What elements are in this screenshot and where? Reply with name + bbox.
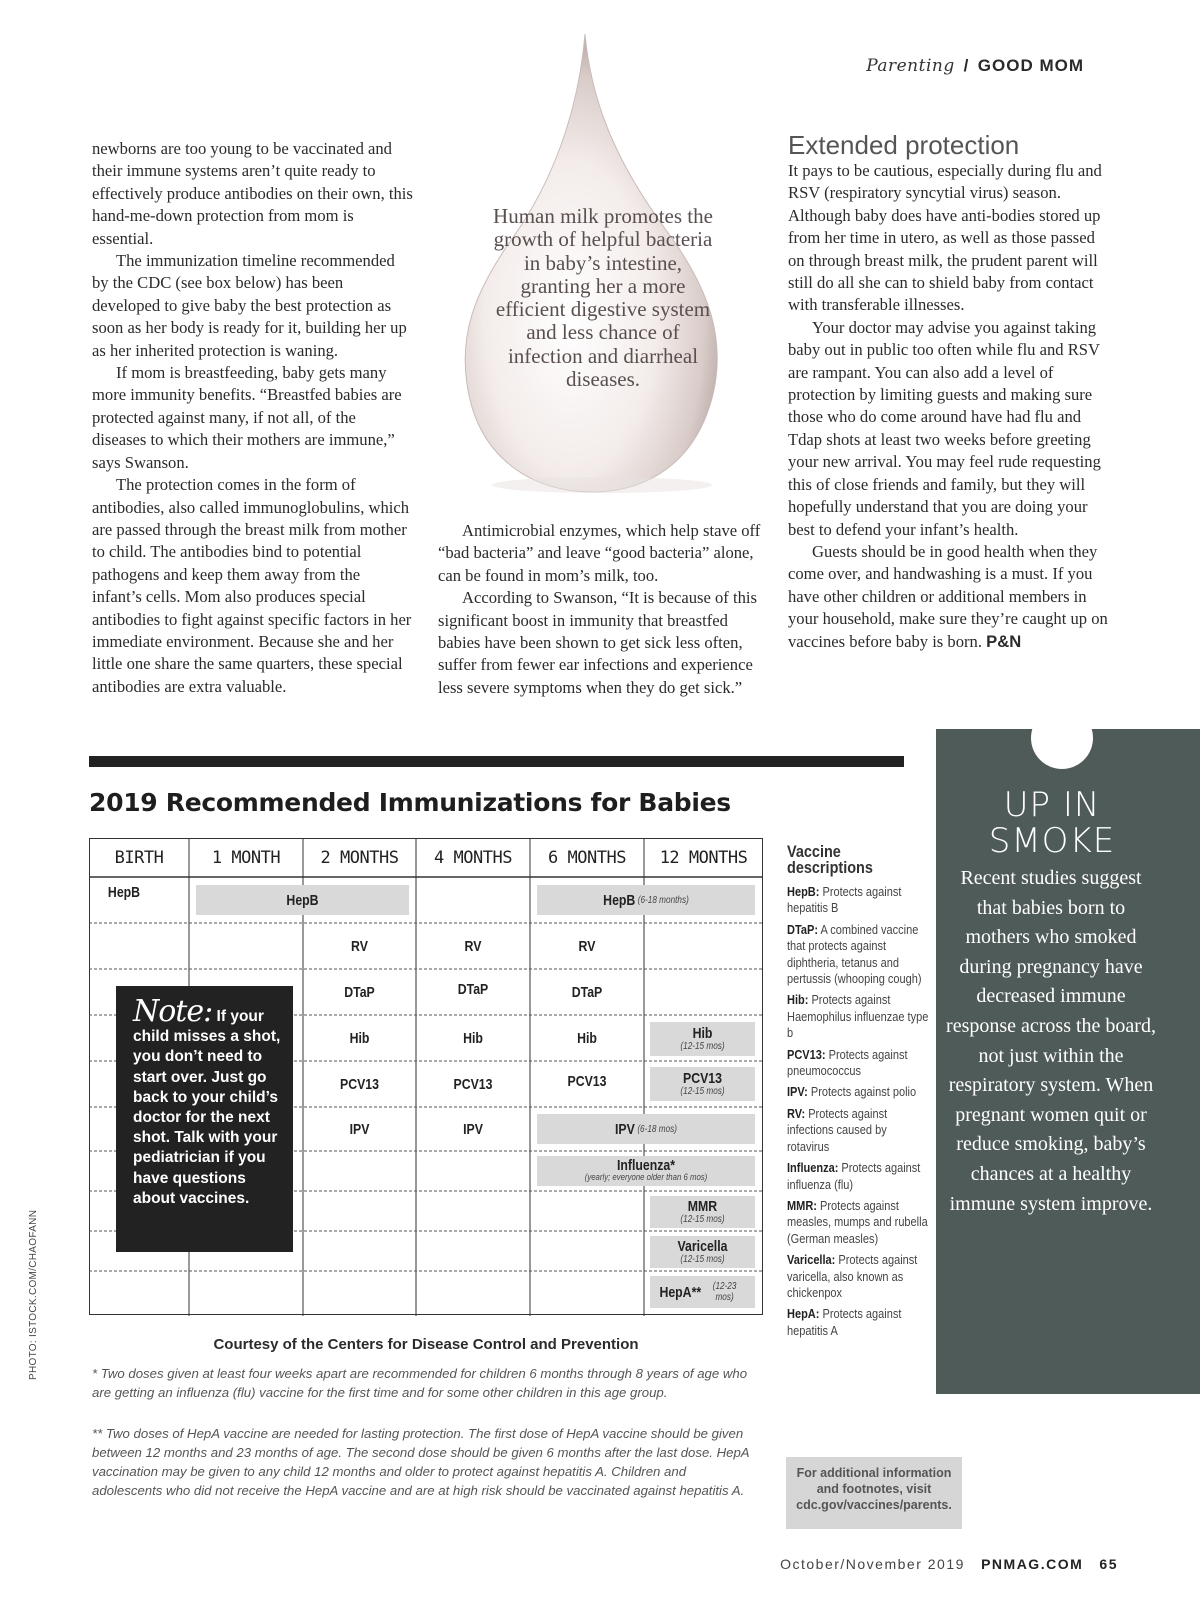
- mmr-label: MMR: [687, 1197, 718, 1215]
- sidebar-notch: [1031, 707, 1093, 769]
- influenza-label: Influenza*: [616, 1157, 676, 1174]
- cell-pcv13-2m: PCV13: [340, 1075, 379, 1093]
- vaccine-desc-dtap: [787, 922, 930, 988]
- vaccine-desc-mmr: [787, 1198, 930, 1247]
- header-slash: /: [963, 56, 969, 75]
- footnote-hepa: ** Two doses of HepA vaccine are needed for lasting protection. The first dose of HepA vaccine should be given between 12 months and 23 months of age. The second dose should be given 6 months after the last dose. HepA vaccination may be given to any child 12 months and older to protect against hepatitis A. Children and adolescents who did not receive the HepA vaccine and are at high risk should be vaccinated against hepatitis A.: [92, 1426, 750, 1498]
- hib-range: (12-15 mos): [680, 1040, 725, 1052]
- vaccine-name: Varicella:: [787, 1252, 836, 1268]
- cell-hib-4m: Hib: [463, 1029, 483, 1047]
- cell-pcv13-4m: PCV13: [453, 1075, 493, 1093]
- vaccine-descriptions-title: Vaccine descriptions: [787, 842, 873, 877]
- vaccine-desc: A combined vaccine that protects against diphtheria, tetanus and pertussis (whooping cough): [787, 921, 922, 987]
- sidebar-up-in-smoke: [936, 729, 1200, 1394]
- ipv-label: IPV: [615, 1120, 635, 1138]
- vaccine-desc: Protects against influenza (flu): [787, 1160, 921, 1192]
- vaccine-name: Hib:: [787, 992, 809, 1008]
- vaccine-desc-varicella: [787, 1252, 930, 1301]
- footnote-influenza: * Two doses given at least four weeks apart are recommended for children 6 months through 8 years of age who are getting an influenza (flu) vaccine for the first time and for some other children in this age group.: [92, 1366, 748, 1400]
- sidebar-title: UP IN SMOKE: [988, 785, 1116, 861]
- vaccine-name: MMR:: [787, 1197, 817, 1213]
- vaccine-desc-hepb: [787, 884, 930, 917]
- paragraph: Your doctor may advise you against taking baby out in public too often while flu and RSV are rampant. You can also add a level of protection by limiting guests and making sure those who do come around have had flu and Tdap shots at least two weeks before greeting your new arrival. You may feel rude requesting this of close friends and family, but they will hopefully understand that you are doing your best to defend your infant’s health.: [788, 317, 1101, 539]
- header-department: GOOD MOM: [977, 56, 1084, 75]
- vaccine-desc: Protects against infections caused by rotavirus: [787, 1105, 888, 1154]
- col-header-4-months: 4 MONTHS: [434, 847, 512, 868]
- cell-ipv-6m: [557, 1114, 736, 1144]
- running-header: [866, 56, 1084, 76]
- note-box: [116, 986, 293, 1252]
- col-header-birth: BIRTH: [114, 847, 164, 868]
- page-footer: [780, 1556, 1118, 1572]
- col-header-6-months: 6 MONTHS: [548, 847, 626, 868]
- paragraph-text: Guests should be in good health when they come over, and handwashing is a must. If you have other children or additional members in your household, make sure they’re caught up on vaccines before baby is born.: [788, 541, 1108, 651]
- cell-pcv13-6m: PCV13: [567, 1072, 607, 1090]
- subhead-extended-protection: Extended protection: [788, 130, 1020, 160]
- cell-hib-6m: Hib: [577, 1029, 597, 1047]
- vaccine-name: IPV:: [787, 1084, 808, 1100]
- article-column-3: [788, 160, 1110, 653]
- cell-mmr: [659, 1196, 745, 1228]
- col-header-12-months: 12 MONTHS: [659, 847, 748, 868]
- vaccine-name: PCV13:: [787, 1046, 826, 1062]
- vaccine-desc-rv: [787, 1106, 930, 1155]
- chart-courtesy: Courtesy of the Centers for Disease Control and Prevention: [213, 1336, 639, 1353]
- cell-dtap-2m: DTaP: [344, 983, 375, 1001]
- hepb-label: HepB: [603, 891, 636, 909]
- paragraph: If mom is breastfeeding, baby gets many more immunity benefits. “Breastfed babies are protected against many, if not all, of the diseases to which their mothers are immune,” says Swanson.: [92, 363, 402, 472]
- vaccine-desc: Protects against hepatitis B: [787, 884, 902, 916]
- signoff: P&N: [986, 631, 1022, 651]
- footer-issue: October/November 2019: [780, 1556, 965, 1572]
- vaccine-desc: Protects against measles, mumps and rubella (German measles): [787, 1197, 928, 1246]
- cell-rv-6m: RV: [578, 937, 596, 955]
- hib-label: Hib: [692, 1024, 713, 1042]
- col-header-2-months: 2 MONTHS: [320, 847, 399, 868]
- cell-pcv13-12m: [659, 1067, 745, 1101]
- vaccine-desc: Protects against polio: [810, 1084, 917, 1100]
- article-column-2: [438, 520, 764, 699]
- cell-hepa: [659, 1276, 745, 1308]
- pullquote: Human milk promotes the growth of helpful bacteria in baby’s intestine, granting her a more efficient digestive system and less chance of infection and diarrheal diseases.: [493, 204, 713, 392]
- paragraph: According to Swanson, “It is because of this significant boost in immunity that breastfed babies have been shown to get sick less often, suffer from fewer ear infections and experience less severe symptoms when they do get sick.”: [438, 588, 757, 697]
- vaccine-name: RV:: [787, 1105, 806, 1121]
- note-text: If your child misses a shot, you don’t need to start over. Just go back to your child’s doctor for the next shot. Talk with your pediatrician if you have questions about vaccines.: [133, 1008, 281, 1207]
- varicella-range: (12-15 mos): [680, 1253, 725, 1265]
- cell-ipv-2m: IPV: [349, 1120, 370, 1138]
- vaccine-desc-pcv13: [787, 1047, 930, 1080]
- influenza-range: (yearly; everyone older than 6 mos): [584, 1172, 708, 1183]
- cell-influenza: [557, 1156, 736, 1186]
- hepa-label: HepA**: [659, 1283, 702, 1301]
- cell-ipv-4m: IPV: [463, 1120, 483, 1138]
- hepb-range: (6-18 months): [637, 894, 689, 906]
- section-rule: [89, 756, 904, 767]
- paragraph: The protection comes in the form of antibodies, also called immunoglobulins, which are passed through the breast milk from mother to child. The antibodies bind to potential pathogens and keep them away from the infant’s cells. Mom also produces special antibodies to fight against specific factors in her immediate environment. Because she and her little one share the same quarters, these special antibodies are extra valuable.: [92, 475, 412, 696]
- cell-rv-2m: RV: [351, 937, 368, 955]
- cell-dtap-6m: DTaP: [571, 983, 603, 1001]
- cell-hepb-birth: HepB: [107, 883, 141, 901]
- chart-title: 2019 Recommended Immunizations for Babies: [89, 788, 731, 817]
- header-section: Parenting: [866, 56, 955, 76]
- vaccine-name: HepB:: [787, 884, 820, 899]
- cell-varicella: [659, 1236, 745, 1268]
- paragraph: [788, 541, 1110, 653]
- cell-rv-4m: RV: [464, 937, 482, 955]
- note-script-label: Note:: [133, 994, 213, 1029]
- cell-dtap-4m: DTaP: [457, 980, 489, 998]
- cell-hepb-1m: HepB: [286, 891, 319, 909]
- photo-credit: PHOTO: ISTOCK.COM/CHAOFANN: [28, 1209, 39, 1380]
- pcv13-range: (12-15 mos): [680, 1085, 725, 1097]
- vaccine-desc: Protects against Haemophilus influenzae type b: [787, 992, 929, 1041]
- vaccine-desc-influenza: [787, 1160, 930, 1193]
- footer-site: PNMAG.COM: [981, 1556, 1084, 1572]
- cell-hib-12m: [659, 1022, 745, 1056]
- vaccine-desc-hib: [787, 992, 930, 1041]
- vaccine-desc: Protects against hepatitis A: [787, 1306, 902, 1338]
- vaccine-name: HepA:: [787, 1306, 820, 1322]
- varicella-label: Varicella: [677, 1237, 728, 1255]
- col-header-1-month: 1 MONTH: [211, 847, 281, 868]
- paragraph: The immunization timeline recommended by the CDC (see box below) has been developed to give baby the best protection as soon as her body is ready for it, building her up as her inherited protection is waning.: [92, 251, 407, 360]
- page-number: 65: [1099, 1556, 1118, 1572]
- paragraph: Antimicrobial enzymes, which help stave off “bad bacteria” and leave “good bacteria” alone, can be found in mom’s milk, too.: [438, 521, 761, 585]
- vaccine-descriptions: [787, 844, 929, 1344]
- ipv-range: (6-18 mos): [637, 1123, 677, 1135]
- sidebar-body: Recent studies suggest that babies born to mothers who smoked during pregnancy have decreased immune response across the board, not just within the respiratory system. When pregnant women quit or reduce smoking, baby’s chances at a healthy immune system improve.: [946, 867, 1156, 1215]
- vaccine-name: DTaP:: [787, 921, 818, 937]
- vaccine-name: Influenza:: [787, 1160, 839, 1176]
- cell-hepb-6m: [557, 885, 736, 915]
- paragraph: newborns are too young to be vaccinated and their immune systems aren’t quite ready to effectively produce antibodies on their own, this hand-me-down protection from mom is essential.: [92, 139, 413, 248]
- hepa-range: (12-23 mos): [712, 1281, 737, 1303]
- paragraph: It pays to be cautious, especially during flu and RSV (respiratory syncytial virus) season. Although baby does have anti-bodies stored up from her time in utero, as well as those passed on through breast milk, the prudent parent will still do all she can to shield baby from contact with transferable illnesses.: [788, 161, 1102, 315]
- vaccine-desc: Protects against varicella, also known as chickenpox: [787, 1252, 918, 1300]
- mmr-range: (12-15 mos): [680, 1213, 725, 1225]
- more-info-box: For additional information and footnotes, visit cdc.gov/vaccines/parents.: [786, 1457, 962, 1529]
- vaccine-desc-ipv: [787, 1084, 930, 1100]
- vaccine-desc-hepa: [787, 1306, 930, 1339]
- article-column-1: [92, 138, 414, 698]
- pcv13-label: PCV13: [683, 1069, 722, 1087]
- cell-hib-2m: Hib: [349, 1029, 370, 1047]
- vaccine-desc: Protects against pneumococcus: [787, 1046, 908, 1079]
